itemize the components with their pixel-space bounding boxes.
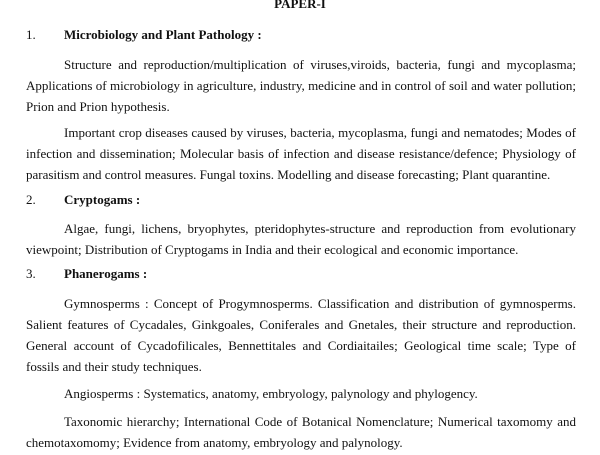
page-title: PAPER-I [274,0,326,11]
section-heading-cryptogams [26,192,140,208]
section-heading-microbiology [26,27,262,43]
section-heading-phanerogams [26,266,147,282]
paragraph-crop-diseases: Important crop diseases caused by viruses, bacteria, mycoplasma, fungi and nematodes; Modes of infection and dissemination; Molecular basis of infection and disease resistance/defence; Physiology of parasitism and control measures. Fungal toxins. Modelling and disease forecasting; Plant quarantine. [26,125,576,182]
paragraph-microbiology-structure: Structure and reproduction/multiplication of viruses,viroids, bacteria, fungi and mycoplasma; Applications of microbiology in agriculture, industry, medicine and in control of soil and water pollution; Prion and Prion hypothesis. [26,57,576,114]
section-title: Microbiology and Plant Pathology : [64,27,262,42]
section-number: 3. [26,266,36,281]
section-title: Cryptogams : [64,192,141,207]
paragraph-cryptogams: Algae, fungi, lichens, bryophytes, pteridophytes-structure and reproduction from evolutionary viewpoint; Distribution of Cryptogams in India and their ecological and economic importance. [26,221,576,257]
paragraph-gymnosperms: Gymnosperms : Concept of Progymnosperms. Classification and distribution of gymnosperms. Salient features of Cycadales, Ginkgoales, Coniferales and Gnetales, their structure and reproduction. General account of Cycadofilicales, Bennettitales and Cordiaitailes; Geological time scale; Type of fossils and their study techniques. [26,296,576,374]
section-number: 1. [26,27,36,42]
paragraph-angiosperms: Angiosperms : Systematics, anatomy, embryology, palynology and phylogency. [64,386,478,401]
section-title: Phanerogams : [64,266,148,281]
paragraph-taxonomic-hierarchy: Taxonomic hierarchy; International Code of Botanical Nomenclature; Numerical taxomomy and chemotaxomomy; Evidence from anatomy, embryology and palynology. [26,414,576,450]
section-number: 2. [26,192,36,207]
